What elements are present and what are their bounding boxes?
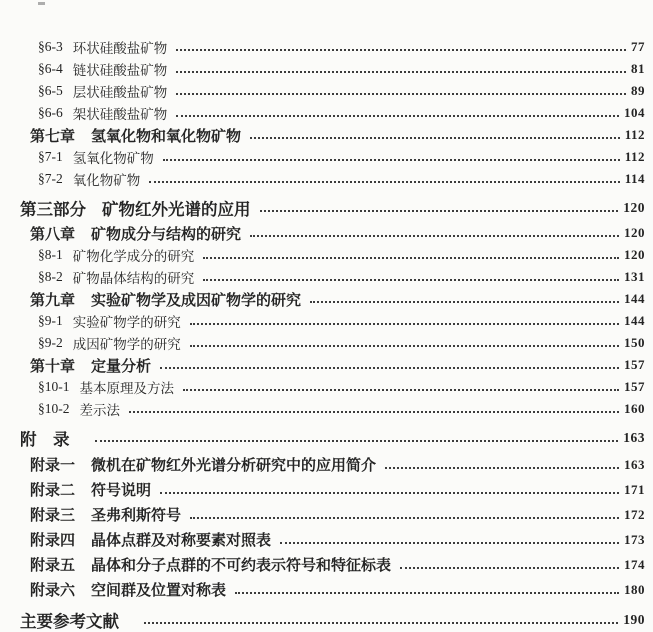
toc-entry-number: §10-1 xyxy=(38,379,70,394)
toc-entry-number: 第十章 xyxy=(30,358,76,375)
toc-entry-title: 空间群及位置对称表 xyxy=(91,583,227,599)
toc-entry[interactable] xyxy=(20,288,645,310)
toc-entry[interactable] xyxy=(20,196,645,220)
toc-entry-page: 160 xyxy=(624,401,645,416)
dot-leader xyxy=(203,257,619,259)
toc-entry-page: 190 xyxy=(623,612,645,627)
toc-entry-number: 附录一 xyxy=(30,458,76,474)
dot-leader xyxy=(144,622,618,624)
toc-entry-number: §6-3 xyxy=(38,39,63,54)
toc-entry-page: 172 xyxy=(624,506,645,522)
toc-entry-number: 第八章 xyxy=(30,226,76,243)
toc-entry-number: §6-6 xyxy=(38,105,63,120)
toc-entry-page: 157 xyxy=(624,357,645,372)
toc-entry-page: 120 xyxy=(624,247,645,262)
toc-entry-number: 附 录 xyxy=(20,430,70,449)
toc-entry-number: §6-4 xyxy=(38,61,63,76)
toc-entry[interactable] xyxy=(20,608,645,632)
toc-entry[interactable] xyxy=(20,354,645,376)
toc-entry-number: §7-2 xyxy=(38,171,63,186)
toc-entry-title: 基本原理及方法 xyxy=(79,381,174,396)
toc-entry-title: 实验矿物学的研究 xyxy=(72,315,181,330)
toc-entry-page: 180 xyxy=(624,581,645,597)
toc-entry[interactable] xyxy=(20,124,645,146)
toc-entry-number: §9-2 xyxy=(38,335,63,350)
toc-entry-number: 附录二 xyxy=(30,483,76,499)
toc-entry[interactable] xyxy=(20,452,645,477)
dot-leader xyxy=(183,389,619,391)
toc-entry[interactable] xyxy=(20,477,645,502)
toc-entry-title: 晶体点群及对称要素对照表 xyxy=(91,533,272,549)
toc-entry-number: 第三部分 xyxy=(20,200,86,219)
toc-entry[interactable] xyxy=(20,426,645,450)
dot-leader xyxy=(160,492,619,494)
toc-entry-page: 150 xyxy=(624,335,645,350)
toc-entry-page: 171 xyxy=(624,481,645,497)
toc-entry[interactable] xyxy=(20,577,645,602)
toc-entry-number: §8-2 xyxy=(38,269,63,284)
toc-entry-page: 163 xyxy=(623,430,645,445)
toc-entry-page: 131 xyxy=(624,269,645,284)
toc-entry-page: 114 xyxy=(624,171,645,186)
dot-leader xyxy=(160,367,619,369)
toc-entry-page: 120 xyxy=(623,200,645,215)
toc-entry[interactable] xyxy=(20,552,645,577)
toc-entry-page: 163 xyxy=(624,456,645,472)
toc-entry[interactable] xyxy=(20,244,645,266)
toc-entry[interactable] xyxy=(20,527,645,552)
dot-leader xyxy=(385,467,619,469)
toc-entry[interactable] xyxy=(20,222,645,244)
toc-entry-number: 附录六 xyxy=(30,583,76,599)
toc-entry-title: 差示法 xyxy=(79,403,120,418)
toc-entry-title: 氧化物矿物 xyxy=(72,173,141,188)
dot-leader xyxy=(280,542,619,544)
toc-entry-number: §8-1 xyxy=(38,247,63,262)
dot-leader xyxy=(190,517,619,519)
toc-entry-number: 第九章 xyxy=(30,292,76,309)
dot-leader xyxy=(260,210,619,212)
scan-artifact xyxy=(38,2,45,5)
toc-entry-number: §9-1 xyxy=(38,313,63,328)
toc-entry-title: 实验矿物学及成因矿物学的研究 xyxy=(91,292,302,309)
toc-entry-number: 主要参考文献 xyxy=(20,612,119,631)
toc-entry-number: §10-2 xyxy=(38,401,70,416)
toc-entry-page: 173 xyxy=(624,531,645,547)
toc-entry-title: 定量分析 xyxy=(91,358,152,375)
toc-entry[interactable] xyxy=(20,502,645,527)
toc-entry-title: 氢氧化物和氧化物矿物 xyxy=(91,128,242,145)
toc-entry[interactable] xyxy=(20,102,645,124)
toc-entry-page: 104 xyxy=(624,105,645,120)
toc-entry[interactable] xyxy=(20,146,645,168)
toc-entry-page: 89 xyxy=(631,83,645,98)
dot-leader xyxy=(176,49,626,51)
toc-entry-title: 成因矿物学的研究 xyxy=(72,337,181,352)
dot-leader xyxy=(203,279,619,281)
dot-leader xyxy=(250,235,619,237)
toc-entry-title: 矿物成分与结构的研究 xyxy=(91,226,242,243)
toc-entry-page: 112 xyxy=(624,149,645,164)
toc-entry[interactable] xyxy=(20,58,645,80)
toc-entry-number: §6-5 xyxy=(38,83,63,98)
toc-entry-page: 112 xyxy=(624,127,645,142)
dot-leader xyxy=(149,181,619,183)
toc-entry-number: §7-1 xyxy=(38,149,63,164)
dot-leader xyxy=(190,345,619,347)
toc-entry-number: 附录四 xyxy=(30,533,76,549)
toc-entry-title: 圣弗利斯符号 xyxy=(91,508,182,524)
dot-leader xyxy=(176,71,626,73)
dot-leader xyxy=(400,567,619,569)
toc-entry[interactable] xyxy=(20,332,645,354)
toc-entry-title: 矿物化学成分的研究 xyxy=(72,249,195,264)
toc-entry-title: 链状硅酸盐矿物 xyxy=(72,63,168,78)
toc-entry[interactable] xyxy=(20,80,645,102)
toc-entry[interactable] xyxy=(20,168,645,190)
toc-entry[interactable] xyxy=(20,310,645,332)
dot-leader xyxy=(95,440,619,442)
toc-entry-page: 77 xyxy=(631,39,645,54)
toc-entry-page: 81 xyxy=(631,61,645,76)
toc-entry-number: 附录三 xyxy=(30,508,76,524)
toc-entry-number: 附录五 xyxy=(30,558,76,574)
toc-entry[interactable] xyxy=(20,36,645,58)
toc-entry[interactable] xyxy=(20,266,645,288)
dot-leader xyxy=(190,323,619,325)
toc-entry-number: 第七章 xyxy=(30,128,76,145)
toc-entry-title: 矿物红外光谱的应用 xyxy=(102,200,251,219)
toc-entry-title: 微机在矿物红外光谱分析研究中的应用简介 xyxy=(91,458,377,474)
dot-leader xyxy=(235,592,619,594)
dot-leader xyxy=(176,115,619,117)
toc-entry-title: 符号说明 xyxy=(91,483,152,499)
toc-entry-title: 晶体和分子点群的不可约表示符号和特征标表 xyxy=(91,558,392,574)
toc-entry-title: 矿物晶体结构的研究 xyxy=(72,271,195,286)
dot-leader xyxy=(176,93,626,95)
dot-leader xyxy=(250,137,620,139)
toc-entry-page: 120 xyxy=(624,225,645,240)
toc-entry-page: 157 xyxy=(624,379,645,394)
toc-entry-title: 架状硅酸盐矿物 xyxy=(72,107,168,122)
toc-entry-page: 144 xyxy=(624,313,645,328)
dot-leader xyxy=(163,159,620,161)
toc-entry-title: 层状硅酸盐矿物 xyxy=(72,85,168,100)
toc-entry-title: 环状硅酸盐矿物 xyxy=(72,41,168,56)
dot-leader xyxy=(129,411,619,413)
toc-entry[interactable] xyxy=(20,376,645,398)
toc-entry-page: 144 xyxy=(624,291,645,306)
toc-entry[interactable] xyxy=(20,398,645,420)
toc-entry-title: 氢氧化物矿物 xyxy=(72,151,154,166)
dot-leader xyxy=(310,301,619,303)
toc-entry-page: 174 xyxy=(624,556,645,572)
